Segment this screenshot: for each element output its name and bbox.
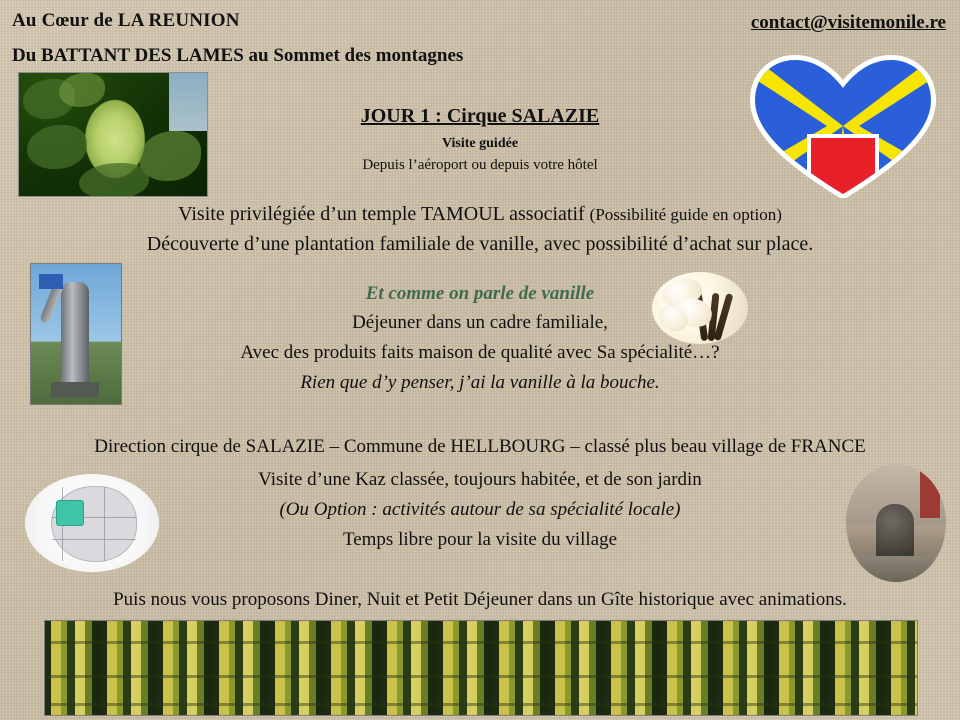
statue-base (51, 382, 99, 398)
bamboo-forest-photo (44, 620, 918, 716)
village-stone-sculpture (876, 504, 914, 560)
statue-flag (39, 274, 63, 289)
body-line-lunch: Déjeuner dans un cadre familiale, (352, 312, 608, 333)
statue-figure (61, 282, 89, 390)
body-line-local-option: (Ou Option : activités autour de sa spécialité locale) (279, 499, 681, 520)
map-highlight-salazie (56, 500, 84, 526)
map-divider (104, 487, 105, 561)
reunion-island-map (25, 474, 159, 572)
vanilla-flower-photo (652, 272, 748, 344)
header-title-line-1: Au Cœur de LA REUNION (12, 10, 240, 31)
body-line-vanilla-plantation: Découverte d’une plantation familiale de vanille, avec possibilité d’achat sur place. (146, 233, 814, 255)
body-line-vanilla-taste: Rien que d’y penser, j’ai la vanille à la bouche. (300, 372, 660, 393)
body-line-kaz-visit: Visite d’une Kaz classée, toujours habitée, et de son jardin (258, 469, 702, 490)
bamboo-node (45, 675, 917, 678)
map-divider (52, 539, 136, 540)
body-line-free-time: Temps libre pour la visite du village (342, 529, 618, 550)
day-title: JOUR 1 : Cirque SALAZIE (360, 105, 600, 127)
chayote-plant-photo (18, 72, 208, 197)
body-line-temple (0, 203, 960, 226)
body-line-salazie-direction: Direction cirque de SALAZIE – Commune de HELLBOURG – classé plus beau village de FRANCE (94, 436, 866, 457)
temple-text: Visite privilégiée d’un temple TAMOUL associatif (178, 203, 590, 225)
leaf-shape (59, 73, 105, 107)
body-line-dinner-night: Puis nous vous proposons Diner, Nuit et Petit Déjeuner dans un Gîte historique avec animations. (113, 589, 847, 610)
village-ground (846, 556, 946, 582)
body-line-vanilla-highlight: Et comme on parle de vanille (365, 283, 595, 304)
contact-email-link[interactable]: contact@visitemonile.re (750, 12, 946, 33)
bamboo-node (45, 641, 917, 644)
body-line-homemade-products: Avec des produits faits maison de qualité avec Sa spécialité…? (240, 342, 720, 363)
day-subtitle-guided: Visite guidée (441, 136, 519, 151)
village-red-panel (920, 470, 940, 518)
hellbourg-village-photo (846, 464, 946, 582)
statue-photo (30, 263, 122, 405)
temple-option-note: (Possibilité guide en option) (589, 205, 782, 224)
header-title-line-2: Du BATTANT DES LAMES au Sommet des montagnes (12, 45, 464, 66)
day-subtitle-pickup: Depuis l’aéroport ou depuis votre hôtel (362, 157, 598, 173)
bamboo-node (45, 703, 917, 706)
